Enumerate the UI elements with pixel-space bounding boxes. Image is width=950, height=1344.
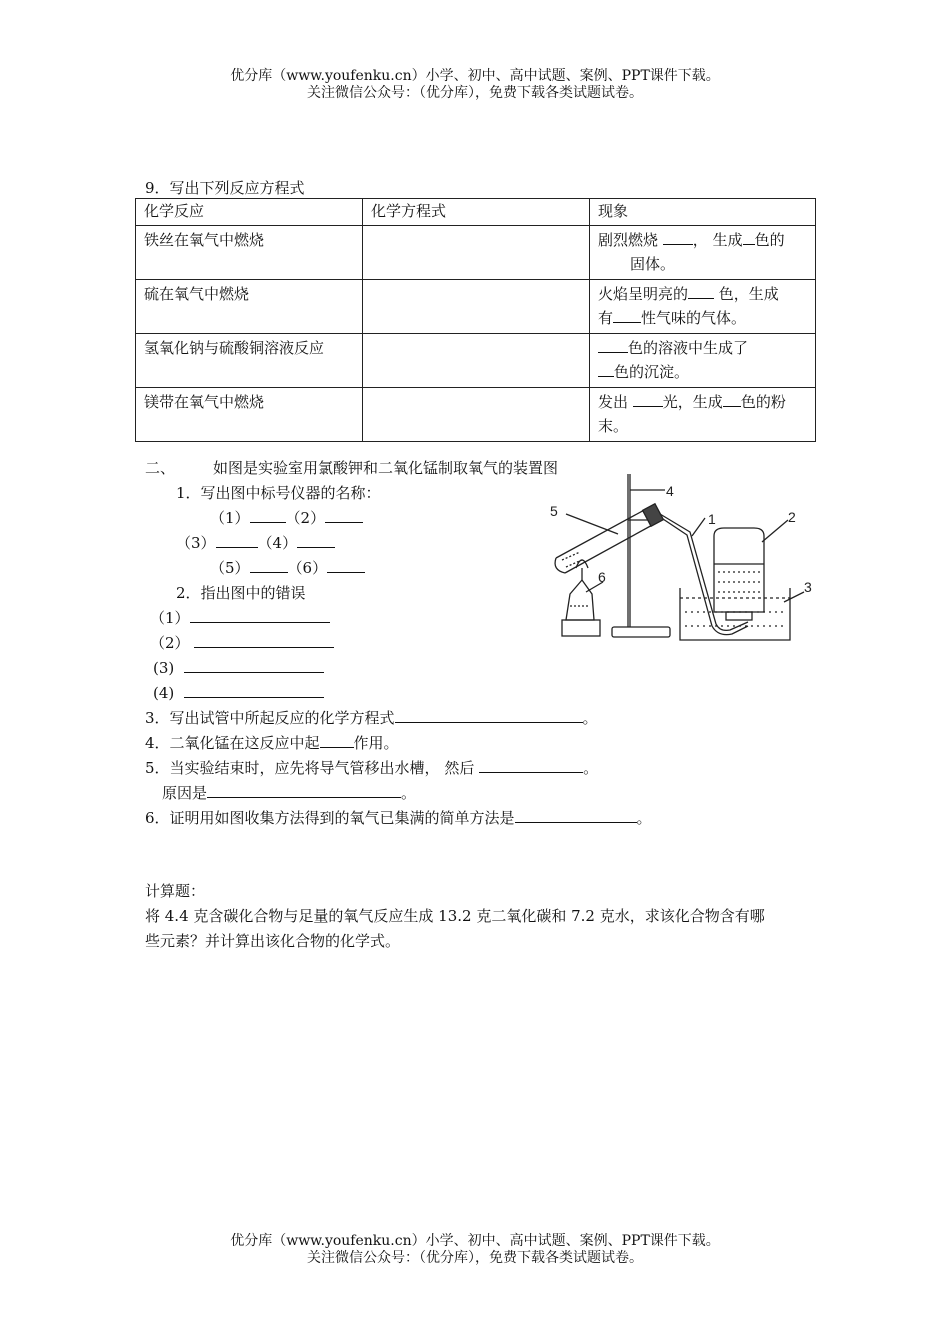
stand-base (612, 627, 670, 637)
blank-line[interactable] (327, 557, 365, 573)
table-header-row (136, 199, 816, 226)
blank-line[interactable] (216, 532, 258, 548)
calculation-line-1: 将 4.4 克含碳化合物与足量的氧气反应生成 13.2 克二氧化碳和 7.2 克水，求该化合物含有哪 (145, 907, 765, 925)
equation-cell[interactable] (363, 280, 590, 334)
blank-line[interactable] (184, 682, 324, 698)
reaction-cell: 镁带在氧气中燃烧 (136, 388, 363, 442)
phenomenon-cell: 色的溶液中生成了 色的沉淀。 (590, 334, 816, 388)
reaction-table (135, 198, 816, 442)
equation-cell[interactable] (363, 388, 590, 442)
blank-line[interactable] (395, 707, 583, 723)
page-header (0, 68, 950, 102)
figure-label-5: 5 (550, 503, 558, 519)
blank-line[interactable] (184, 657, 324, 673)
blank-line[interactable] (613, 307, 641, 323)
reaction-cell: 铁丝在氧气中燃烧 (136, 226, 363, 280)
section-2-heading: 二、 如图是实验室用氯酸钾和二氧化锰制取氧气的装置图 (145, 459, 559, 477)
blank-line[interactable] (723, 391, 741, 407)
header-line-1: 优分库（www.youfenku.cn）小学、初中、高中试题、案例、PPT课件下载。 (230, 68, 720, 84)
column-header-phenomenon: 现象 (590, 199, 816, 226)
blank-line[interactable] (598, 361, 614, 377)
table-row (136, 334, 816, 388)
gas-collecting-bottle (714, 528, 764, 620)
table-row (136, 388, 816, 442)
blank-line[interactable] (479, 757, 583, 773)
equation-cell[interactable] (363, 226, 590, 280)
blank-line[interactable] (515, 807, 637, 823)
footer-line-1: 优分库（www.youfenku.cn）小学、初中、高中试题、案例、PPT课件下载。 (230, 1233, 720, 1249)
name-blanks-row-2: （3） （4） (176, 532, 335, 553)
phenomenon-cell: 火焰呈明亮的 色，生成 有 性气味的气体。 (590, 280, 816, 334)
question-2-5-reason: 原因是 。 (162, 784, 417, 802)
blank-line[interactable] (633, 391, 663, 407)
test-tube (555, 508, 656, 573)
calculation-title: 计算题： (145, 882, 206, 900)
name-blanks-row-3: （5） （6） (210, 557, 365, 578)
blank-line[interactable] (743, 229, 755, 245)
reaction-cell: 氢氧化钠与硫酸铜溶液反应 (136, 334, 363, 388)
figure-label-3: 3 (804, 579, 812, 595)
phenomenon-cell: 剧烈燃烧 ， 生成 色的 固体。 (590, 226, 816, 280)
blank-line[interactable] (207, 782, 401, 798)
blank-line[interactable] (688, 283, 714, 299)
blank-line[interactable] (663, 229, 693, 245)
error-line-3: (3) (153, 657, 324, 677)
blank-line[interactable] (297, 532, 335, 548)
error-line-4: (4) (153, 682, 324, 702)
blank-line[interactable] (194, 632, 334, 648)
oxygen-apparatus-figure (540, 472, 820, 652)
figure-label-2: 2 (788, 509, 796, 525)
blank-line[interactable] (250, 557, 288, 573)
table-row (136, 280, 816, 334)
reaction-cell: 硫在氧气中燃烧 (136, 280, 363, 334)
blank-line[interactable] (190, 607, 330, 623)
figure-label-4: 4 (666, 483, 674, 499)
column-header-reaction: 化学反应 (136, 199, 363, 226)
figure-label-1: 1 (708, 511, 716, 527)
question-2-2: 2．指出图中的错误 (176, 584, 306, 602)
page-footer (0, 1233, 950, 1267)
blank-line[interactable] (598, 337, 628, 353)
column-header-equation: 化学方程式 (363, 199, 590, 226)
calculation-line-2: 些元素？并计算出该化合物的化学式。 (145, 932, 401, 950)
name-blanks-row-1: （1） （2） (210, 507, 363, 528)
header-line-2: 关注微信公众号：（优分库），免费下载各类试题试卷。 (307, 85, 643, 101)
phenomenon-cell: 发出 光，生成 色的粉 末。 (590, 388, 816, 442)
error-line-1: （1） (150, 607, 330, 628)
question-9-title: 9．写出下列反应方程式 (145, 179, 305, 197)
table-row (136, 226, 816, 280)
blank-line[interactable] (325, 507, 363, 523)
question-2-3: 3．写出试管中所起反应的化学方程式 。 (145, 709, 598, 727)
question-2-4: 4．二氧化锰在这反应中起 作用。 (145, 734, 399, 752)
blank-line[interactable] (250, 507, 286, 523)
figure-label-6: 6 (598, 569, 606, 585)
question-2-6: 6．证明用如图收集方法得到的氧气已集满的简单方法是 。 (145, 809, 652, 827)
blank-line[interactable] (320, 732, 354, 748)
error-line-2: （2） (150, 632, 334, 653)
equation-cell[interactable] (363, 334, 590, 388)
question-2-1: 1．写出图中标号仪器的名称： (176, 484, 381, 502)
question-2-5: 5．当实验结束时，应先将导气管移出水槽， 然后 。 (145, 759, 599, 777)
footer-line-2: 关注微信公众号：（优分库），免费下载各类试题试卷。 (307, 1250, 643, 1266)
stopper (643, 504, 664, 526)
